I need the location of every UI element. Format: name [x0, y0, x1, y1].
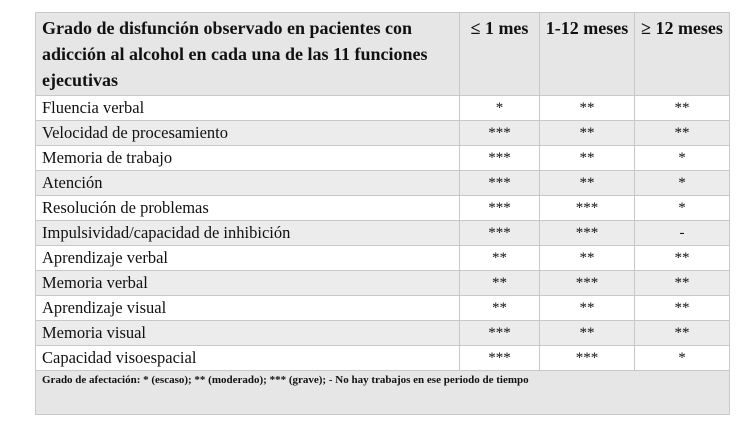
row-label: Aprendizaje verbal	[36, 246, 460, 271]
cell-1-month: ***	[460, 121, 540, 146]
table-row	[36, 196, 730, 221]
table-header-row	[36, 13, 730, 96]
header-col-1-month: ≤ 1 mes	[460, 13, 540, 96]
header-title: Grado de disfunción observado en pacientes con adicción al alcohol en cada una de las 11 funciones ejecutivas	[36, 13, 460, 96]
row-label: Aprendizaje visual	[36, 296, 460, 321]
row-label: Atención	[36, 171, 460, 196]
cell-12-months: -	[635, 221, 730, 246]
cell-12-months: *	[635, 146, 730, 171]
row-label: Memoria de trabajo	[36, 146, 460, 171]
cell-12-months: **	[635, 321, 730, 346]
cell-12-months: *	[635, 196, 730, 221]
cell-12-months: **	[635, 246, 730, 271]
cell-1-12-months: **	[540, 296, 635, 321]
header-col-1-12-months: 1-12 meses	[540, 13, 635, 96]
table-row	[36, 296, 730, 321]
cell-1-12-months: ***	[540, 271, 635, 296]
table-row	[36, 96, 730, 121]
table-row	[36, 146, 730, 171]
cell-12-months: **	[635, 271, 730, 296]
cell-1-month: ***	[460, 171, 540, 196]
cell-1-month: ***	[460, 221, 540, 246]
table-row	[36, 246, 730, 271]
table-row	[36, 171, 730, 196]
cell-12-months: *	[635, 346, 730, 371]
header-col-12-months: ≥ 12 meses	[635, 13, 730, 96]
cell-1-12-months: ***	[540, 196, 635, 221]
cell-1-month: ***	[460, 146, 540, 171]
table-row	[36, 346, 730, 371]
cell-12-months: **	[635, 121, 730, 146]
cell-1-month: **	[460, 246, 540, 271]
table-row	[36, 321, 730, 346]
table-row	[36, 121, 730, 146]
table-row	[36, 271, 730, 296]
row-label: Impulsividad/capacidad de inhibición	[36, 221, 460, 246]
executive-function-table-container	[35, 12, 729, 415]
table-row	[36, 221, 730, 246]
row-label: Capacidad visoespacial	[36, 346, 460, 371]
cell-1-month: ***	[460, 196, 540, 221]
executive-function-table	[35, 12, 730, 415]
cell-1-month: ***	[460, 346, 540, 371]
cell-1-12-months: **	[540, 171, 635, 196]
footnote-row	[36, 371, 730, 415]
cell-1-month: ***	[460, 321, 540, 346]
row-label: Memoria visual	[36, 321, 460, 346]
cell-1-12-months: **	[540, 246, 635, 271]
severity-legend-footnote: Grado de afectación: * (escaso); ** (moderado); *** (grave); - No hay trabajos en ese periodo de tiempo	[36, 371, 730, 415]
cell-1-month: *	[460, 96, 540, 121]
cell-1-12-months: ***	[540, 221, 635, 246]
table-body	[36, 96, 730, 371]
cell-12-months: **	[635, 96, 730, 121]
cell-1-12-months: **	[540, 321, 635, 346]
cell-1-12-months: **	[540, 146, 635, 171]
cell-1-month: **	[460, 296, 540, 321]
cell-1-month: **	[460, 271, 540, 296]
row-label: Fluencia verbal	[36, 96, 460, 121]
cell-1-12-months: ***	[540, 346, 635, 371]
row-label: Memoria verbal	[36, 271, 460, 296]
row-label: Resolución de problemas	[36, 196, 460, 221]
cell-1-12-months: **	[540, 96, 635, 121]
row-label: Velocidad de procesamiento	[36, 121, 460, 146]
cell-1-12-months: **	[540, 121, 635, 146]
cell-12-months: **	[635, 296, 730, 321]
cell-12-months: *	[635, 171, 730, 196]
